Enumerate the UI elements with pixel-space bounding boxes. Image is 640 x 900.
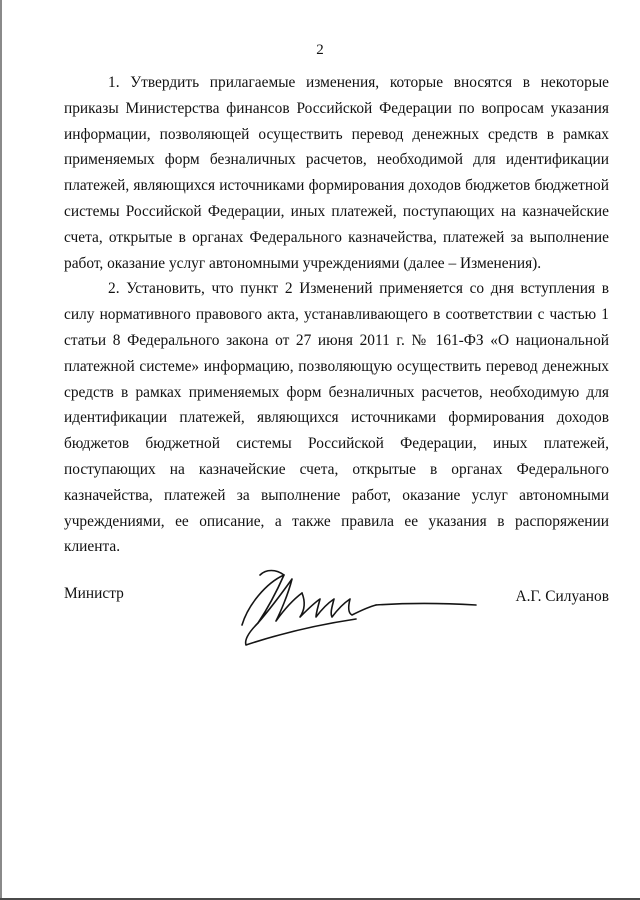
- paragraph-2: 2. Установить, что пункт 2 Изменений применяется со дня вступления в силу нормативного правового акта, устанавливающего в соответствии с частью 1 статьи 8 Федерального закона от 27 июня 2011 г. № 161-ФЗ «О национальной платежной системе» информацию, позволяющую осуществить перевод денежных средств в рамках применяемых форм безналичных расчетов, необходимую для идентификации платежей, являющихся источниками формирования доходов бюджетов бюджетной системы Российской Федерации, иных платежей, поступающих на казначейские счета, открытые в органах Федерального казначейства, платежей за выполнение работ, оказание услуг автономными учреждениями, ее описание, а также правила ее указания в распоряжении клиента.: [64, 280, 609, 556]
- page-number: 2: [316, 42, 324, 58]
- signer-name: А.Г. Силуанов: [515, 588, 609, 605]
- handwritten-signature: [236, 565, 486, 655]
- scan-edge-left: [0, 0, 2, 900]
- signer-title: Министр: [64, 585, 124, 602]
- signature-block: [64, 565, 609, 655]
- document-body: [64, 70, 609, 560]
- paragraph-1: 1. Утвердить прилагаемые изменения, которые вносятся в некоторые приказы Министерства финансов Российской Федерации по вопросам указания информации, позволяющей осуществить перевод денежных средств в рамках применяемых форм безналичных расчетов, необходимой для идентификации платежей, являющихся источниками формирования доходов бюджетов бюджетной системы Российской Федерации, иных платежей, поступающих на казначейские счета, открытые в органах Федерального казначейства, платежей за выполнение работ, оказание услуг автономными учреждениями (далее – Изменения).: [64, 74, 609, 272]
